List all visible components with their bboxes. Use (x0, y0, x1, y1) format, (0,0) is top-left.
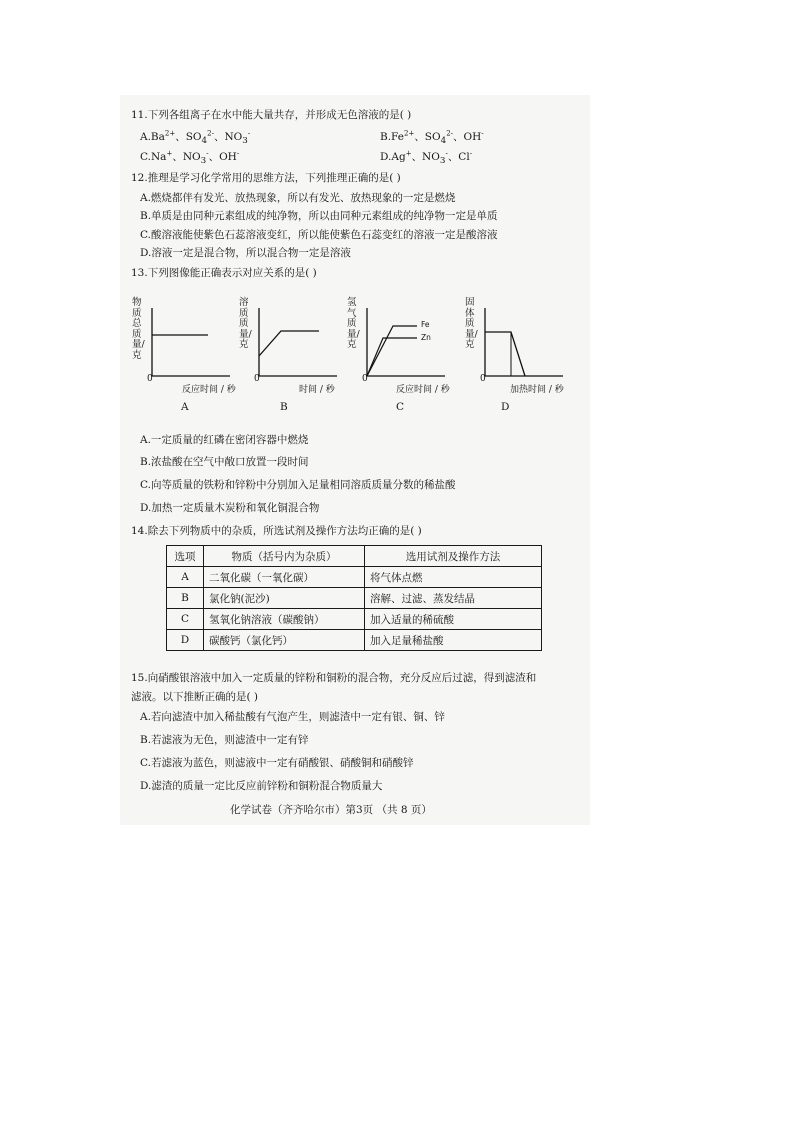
q15-option-b: B.若滤液为无色，则滤渣中一定有锌 (140, 734, 309, 746)
q15-option-c: C.若滤液为蓝色，则滤液中一定有硝酸银、硝酸铜和硝酸锌 (140, 757, 414, 769)
q12-option-b: B.单质是由同种元素组成的纯净物，所以由同种元素组成的纯净物一定是单质 (140, 210, 498, 222)
q12-stem: 12.推理是学习化学常用的思维方法，下列推理正确的是( ) (131, 172, 401, 184)
graph-a-xlabel: 反应时间 / 秒 (182, 385, 236, 395)
q15-stem-line1: 15.向硝酸银溶液中加入一定质量的锌粉和铜粉的混合物，充分反应后过滤，得到滤渣和 (131, 672, 537, 684)
table-cell-method: 将气体点燃 (365, 567, 542, 588)
graph-c-ylabel: 氢气质量/克 (347, 297, 360, 350)
graph-c-origin: 0 (362, 374, 368, 384)
table-cell-method: 溶解、过滤、蒸发结晶 (365, 588, 542, 609)
table-header-substance: 物质（括号内为杂质） (204, 546, 365, 567)
table-cell-substance: 碳酸钙（氯化钙） (204, 630, 365, 651)
graph-a-letter: A (181, 401, 189, 413)
graph-c-xlabel: 反应时间 / 秒 (396, 385, 450, 395)
table-row (167, 588, 542, 609)
q11-stem: 11.下列各组离子在水中能大量共存，并形成无色溶液的是( ) (131, 109, 412, 121)
graph-b-curve (259, 331, 319, 356)
graph-b (239, 298, 339, 413)
table-row (167, 567, 542, 588)
table-cell-substance: 氯化钠(泥沙) (204, 588, 365, 609)
q12-option-a: A.燃烧都伴有发光、放热现象，所以有发光、放热现象的一定是燃烧 (140, 192, 456, 204)
q13-option-d: D.加热一定质量木炭粉和氧化铜混合物 (140, 502, 320, 514)
q11-option-d: D.Ag+、$NO_3^-$、Cl- (380, 149, 473, 167)
graph-d-origin: 0 (480, 374, 486, 384)
q11-option-c: C.Na+、$NO_3^-$、OH- (140, 149, 240, 167)
table-header-option: 选项 (167, 546, 204, 567)
q12-option-d: D.溶液一定是混合物，所以混合物一定是溶液 (140, 247, 351, 259)
graph-c-curve-fe (367, 326, 417, 376)
q12-option-c: C.酸溶液能使紫色石蕊溶液变红，所以能使紫色石蕊变红的溶液一定是酸溶液 (140, 229, 498, 241)
q15-stem-line2: 滤液。以下推断正确的是( ) (131, 691, 259, 703)
q13-option-a: A.一定质量的红磷在密闭容器中燃烧 (140, 434, 309, 446)
q15-option-a: A.若向滤渣中加入稀盐酸有气泡产生，则滤渣中一定有银、铜、锌 (140, 711, 445, 723)
q11-option-b: $B.Fe^{2+}$、$SO_4^{2-}$、OH- (380, 129, 484, 147)
graph-a-origin: 0 (147, 374, 153, 384)
table-cell-substance: 氢氧化钠溶液（碳酸钠） (204, 609, 365, 630)
page-footer: 化学试卷（齐齐哈尔市）第3页 （共 8 页） (230, 804, 432, 816)
q14-stem: 14.除去下列物质中的杂质，所选试剂及操作方法均正确的是( ) (131, 525, 422, 537)
graph-b-ylabel: 溶质质量/克 (239, 297, 252, 350)
q15-option-d: D.滤渣的质量一定比反应前锌粉和铜粉混合物质量大 (140, 780, 383, 792)
table-cell-substance: 二氧化碳（一氧化碳） (204, 567, 365, 588)
table-cell-method: 加入足量稀盐酸 (365, 630, 542, 651)
table-cell-method: 加入适量的稀硫酸 (365, 609, 542, 630)
table-row (167, 609, 542, 630)
table-cell-option: D (167, 630, 204, 651)
table-header-method: 选用试剂及操作方法 (365, 546, 542, 567)
graph-a-ylabel: 物质总质量/克 (132, 297, 145, 361)
table-header-row (167, 546, 542, 567)
table-row (167, 630, 542, 651)
graph-d-curve (485, 332, 525, 376)
graph-b-origin: 0 (254, 374, 260, 384)
q13-option-c: C.向等质量的铁粉和锌粉中分别加入足量相同溶质质量分数的稀盐酸 (140, 479, 456, 491)
q11-option-a: $A.Ba^{2+}$、$SO_4^{2-}$、$NO_3^-$ (140, 129, 251, 147)
graph-c-tag-zn: Zn (421, 333, 431, 342)
table-cell-option: A (167, 567, 204, 588)
graph-d-xlabel: 加热时间 / 秒 (510, 385, 564, 395)
q13-stem: 13.下列图像能正确表示对应关系的是( ) (131, 267, 317, 279)
graph-d (465, 298, 565, 413)
graph-b-letter: B (280, 401, 288, 413)
q13-option-b: B.浓盐酸在空气中敞口放置一段时间 (140, 456, 309, 468)
q14-options-table (166, 545, 542, 651)
graph-c-curve-zn (367, 338, 417, 376)
graph-b-xlabel: 时间 / 秒 (299, 385, 335, 395)
graph-c-tag-fe: Fe (421, 320, 430, 329)
graph-a (132, 297, 236, 413)
table-cell-option: C (167, 609, 204, 630)
graph-d-letter: D (501, 401, 510, 413)
graph-c-letter: C (396, 401, 405, 413)
table-cell-option: B (167, 588, 204, 609)
graph-d-ylabel: 固体质量/克 (465, 297, 478, 350)
graph-c (347, 297, 450, 413)
